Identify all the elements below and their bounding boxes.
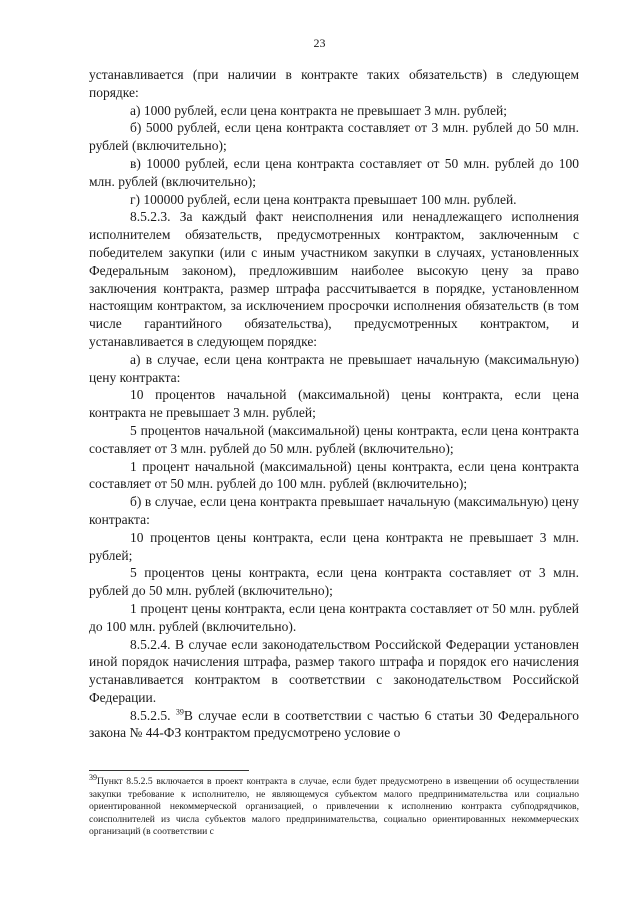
paragraph: 1 процент цены контракта, если цена контракта составляет от 50 млн. рублей до 100 млн. рублей (включительно). (89, 600, 579, 634)
paragraph: 8.5.2.3. За каждый факт неисполнения или ненадлежащего исполнения исполнителем обязательств, предусмотренных контрактом, заключенным с победителем закупки (или с иным участником закупки в случаях, установленных Федеральным законом), предложившим наиболее высокую цену за право заключения контракта, размер штрафа рассчитывается в порядке, установленном настоящим контрактом, за исключением просрочки исполнения обязательств (в том числе гарантийного обязательства), предусмотренных контрактом, и устанавливается в следующем порядке: (89, 209, 579, 349)
paragraph-list (89, 66, 579, 707)
paragraph: а) 1000 рублей, если цена контракта не превышает 3 млн. рублей; (130, 102, 507, 118)
paragraph: 1 процент начальной (максимальной) цены контракта, если цена контракта составляет от 50 млн. рублей до 100 млн. рублей (включительно); (89, 458, 579, 492)
paragraph: б) в случае, если цена контракта превышает начальную (максимальную) цену контракта: (89, 494, 579, 527)
paragraph: устанавливается (при наличии в контракте таких обязательств) в следующем порядке: (89, 67, 579, 100)
footnote-text: Пункт 8.5.2.5 включается в проект контракта в случае, если будет предусмотрено в извещении об осуществлении закупки требование к исполнителю, не являющемуся субъектом малого предпринимательства или социально ориентированной некоммерческой организацией, о привлечении к исполнению контракта субподрядчиков, соисполнителей из числа субъектов малого предпринимательства, социально ориентированных некоммерческих организаций (в соответствии с (89, 776, 579, 838)
paragraph: 10 процентов начальной (максимальной) цены контракта, если цена контракта не превышает 3 млн. рублей; (89, 387, 579, 421)
paragraph-8-5-2-5 (89, 707, 579, 743)
footnote (89, 772, 579, 839)
page-number: 23 (313, 36, 326, 50)
footnote-ref[interactable]: 39 (175, 707, 184, 717)
clause-number: 8.5.2.5. (130, 707, 176, 723)
paragraph: в) 10000 рублей, если цена контракта составляет от 50 млн. рублей до 100 млн. рублей (включительно); (89, 155, 579, 189)
footnote-separator (89, 770, 249, 771)
footnote-mark: 39 (89, 772, 97, 782)
paragraph: г) 100000 рублей, если цена контракта превышает 100 млн. рублей. (130, 191, 517, 207)
paragraph: 5 процентов цены контракта, если цена контракта составляет от 3 млн. рублей до 50 млн. рублей (включительно); (89, 565, 579, 599)
paragraph: б) 5000 рублей, если цена контракта составляет от 3 млн. рублей до 50 млн. рублей (включительно); (89, 120, 579, 154)
paragraph: 8.5.2.4. В случае если законодательством Российской Федерации установлен иной порядок начисления штрафа, размер такого штрафа и порядок его начисления устанавливается контрактом в соответствии с законодательством Российской Федерации. (89, 636, 579, 705)
paragraph: 5 процентов начальной (максимальной) цены контракта, если цена контракта составляет от 3 млн. рублей до 50 млн. рублей (включительно); (89, 422, 579, 456)
paragraph-text: В случае если в соответствии с частью 6 статьи 30 Федерального закона № 44-ФЗ контрактом предусмотрено условие о (89, 707, 580, 741)
page-body (89, 66, 579, 742)
paragraph: а) в случае, если цена контракта не превышает начальную (максимальную) цену контракта: (89, 351, 579, 385)
paragraph: 10 процентов цены контракта, если цена контракта не превышает 3 млн. рублей; (89, 529, 579, 563)
